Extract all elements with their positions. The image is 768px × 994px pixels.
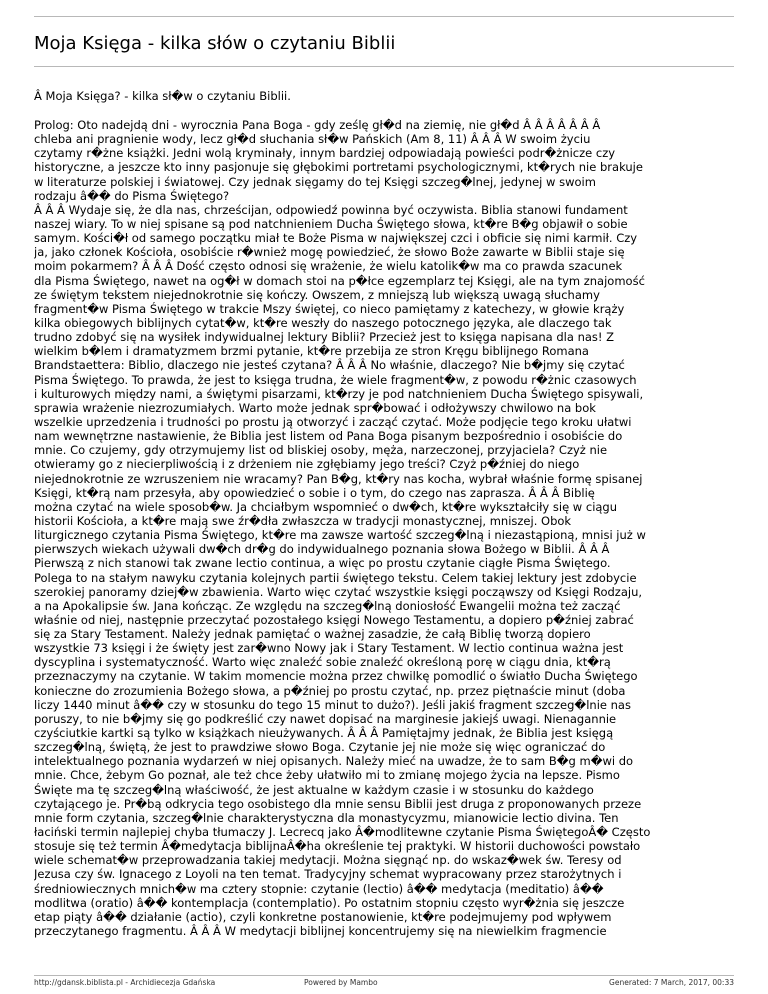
title-rule [34, 66, 734, 67]
article-line: chleba ani pragnienie wody, lecz gł�d słuchania sł�w Pańskich (Am 8, 11) Â Â Â W swoim życiu [34, 132, 591, 147]
article-line: wielkim b�lem i dramatyzmem brzmi pytanie, kt�re przebija ze stron Kręgu biblijnego Romana [34, 344, 589, 359]
article-line: dyscyplina i systematyczność. Warto więc znaleźć sobie znaleźć określoną porę w ciągu dnia, kt�rą [34, 655, 611, 670]
article-line: mnie. Co czujemy, gdy otrzymujemy list od bliskiej osoby, męża, narzeczonej, przyjaciela? Czyż nie [34, 443, 608, 458]
article-line: nam wewnętrzne nastawienie, że Biblia jest listem od Pana Boga pisanym bezpośrednio i osobiście do [34, 429, 623, 444]
article-line: fragment�w Pisma Świętego w trakcie Mszy świętej, co nieco pamiętamy z katechezy, w głowie krąży [34, 301, 625, 316]
article-line: wiele schemat�w przeprowadzania takiej medytacji. Można sięgnąć np. do wskaz�wek św. Teresy od [34, 853, 622, 868]
article-line: stosuje się też termin Â�medytacja biblijnaÂ�ha określenie tej praktyki. W historii duchowości powstało [34, 839, 641, 854]
page-title: Moja Księga - kilka słów o czytaniu Biblii [34, 33, 396, 54]
article-line: ja, jako członek Kościoła, osobiście r�wnież mogę powiedzieć, że słowo Boże zawarte w Biblii staje się [34, 245, 625, 260]
article-line: poruszy, to nie b�jmy się go podkreślić czy nawet dopisać na marginesie jakiejś uwagi. Nienagannie [34, 711, 617, 726]
article-line: samym. Kości�ł od samego początku miał te Boże Pisma w największej czci i obficie się nimi karmił. Czy [34, 231, 638, 246]
article-line: rodzaju â�� do Pisma Świętego? [34, 188, 230, 203]
article-line: wszelkie uprzedzenia i trudności po prostu ją otworzyć i zacząć czytać. Może podjęcie tego kroku ułatwi [34, 414, 632, 429]
article-line: łaciński termin najlepiej chyba tłumaczy J. Lecrecq jako Â�modlitewne czytanie Pisma ŚwiętegoÂ� Często [34, 825, 651, 840]
article-line: można czytać na wiele sposob�w. Ja chciałbym wspomnieć o dw�ch, kt�re wykształciły się w ciągu [34, 499, 618, 514]
article-line: Święte ma tę szczeg�lną właściwość, że jest aktualne w każdym czasie i w stosunku do każdego [34, 782, 594, 797]
article-line: niejednokrotnie ze wzruszeniem nie wracamy? Pan B�g, kt�ry nas kocha, wybrał właśnie formę spisanej [34, 471, 643, 486]
article-line: mnie form czytania, szczeg�lnie charakterystyczna dla monastycyzmu, mianowicie lectio divina. Ten [34, 810, 619, 825]
page-footer [34, 977, 734, 989]
article-line: średniowiecznych mnich�w ma cztery stopnie: czytanie (lectio) â�� medytacja (meditatio) â�� [34, 881, 604, 896]
article-line: kilka obiegowych biblijnych cytat�w, kt�re weszły do naszego potocznego języka, ale dlaczego tak [34, 315, 612, 330]
article-line: trudno zdobyć się na wysiłek indywidualnej lektury Biblii? Przecież jest to księga napisana dla nas! Z [34, 330, 615, 345]
article-line: szerokiej panoramy dziej�w zbawienia. Warto więc czytać wszystkie księgi począwszy od Księgi Rodzaju, [34, 584, 643, 599]
article-line: czytającego je. Pr�bą odkrycia tego osobistego dla mnie sensu Biblii jest druga z proponowanych przeze [34, 796, 642, 811]
article-line: pierwszych wiekach używali dw�ch dr�g do indywidualnego poznania słowa Bożego w Biblii. Â Â Â [34, 542, 610, 557]
article-line: wszystkie 73 księgi i że święty jest zar�wno Nowy jak i Stary Testament. W lectio continua ważna jest [34, 641, 624, 656]
article-line: modlitwa (oratio) â�� kontemplacja (contemplatio). Po ostatnim stopniu często wyr�żnia się jeszcze [34, 895, 625, 910]
article-line: naszej wiary. To w niej spisane są pod natchnieniem Ducha Świętego słowa, kt�re B�g objawił o sobie [34, 216, 628, 231]
article-line: właśnie od niej, następnie przeczytać pozostałego księgi Nowego Testamentu, a dopiero p�źniej zabrać [34, 612, 634, 627]
article-line: otwieramy go z niecierpliwością i z drżeniem nie zgłębiamy jego treści? Czyż p�źniej do niego [34, 457, 580, 472]
article-line: ze świętym tekstem niejednokrotnie się kończy. Owszem, z mniejszą lub większą uwagą słuchamy [34, 287, 600, 302]
article-line: Pisma Świętego. To prawda, że jest to księga trudna, że wiele fragment�w, z powodu r�żnic czasowych [34, 372, 637, 387]
footer-rule [34, 975, 734, 976]
article-line: mnie. Chce, żebym Go poznał, ale też chce żeby ułatwiło mi to zmianę mojego życia na lepsze. Pismo [34, 768, 620, 783]
article-line: konieczne do zrozumienia Bożego słowa, a p�źniej po prostu czytać, np. przez piętnaście minut (doba [34, 683, 626, 698]
article-line: Księgi, kt�rą nam przesyła, aby opowiedzieć o sobie i o tym, do czego nas zaprasza. Â Â Â Biblię [34, 485, 595, 500]
article-line: i kulturowych między nami, a świętymi pisarzami, kt�rzy je pod natchnieniem Ducha Świętego spisywali, [34, 386, 644, 401]
article-line: Â Â Â Wydaje się, że dla nas, chrześcijan, odpowiedź powinna być oczywista. Biblia stanowi fundament [34, 202, 628, 217]
article-line: dla Pisma Świętego, nawet na og�ł w domach stoi na p�łce egzemplarz tej Księgi, ale na tym znajomość [34, 273, 645, 288]
article-line: Jezusa czy św. Ignacego z Loyoli na ten temat. Tradycyjny schemat wypracowany przez starożytnych i [34, 867, 622, 882]
article-body [34, 118, 736, 938]
article-line: czytamy r�żne książki. Jedni wolą kryminały, innym bardziej odpowiadają powieści podr�żnicze czy [34, 146, 616, 161]
footer-powered-by: Powered by Mambo [304, 978, 378, 987]
article-line: Brandstaettera: Biblio, dlaczego nie jesteś czytana? Â Â Â No właśnie, dlaczego? Nie b�jmy się czytać [34, 358, 625, 373]
article-line: intelektualnego poznania wydarzeń w niej opisanych. Należy mieć na uwadze, że to sam B�g m�wi do [34, 754, 634, 769]
article-line: czyściutkie kartki są tylko w książkach nieużywanych. Â Â Â Pamiętajmy jednak, że Biblia jest księgą [34, 726, 614, 741]
article-line: przeznaczymy na czytanie. W takim momencie można przez chwilkę pomodlić o światło Ducha Świętego [34, 669, 638, 684]
top-rule [34, 16, 734, 17]
footer-generated-date: Generated: 7 March, 2017, 00:33 [609, 978, 734, 987]
footer-source-url: http://gdansk.biblista.pl - Archidiecezja Gdańska [34, 978, 216, 987]
article-line: Prolog: Oto nadejdą dni - wyrocznia Pana Boga - gdy ześlę gł�d na ziemię, nie gł�d Â Â Â Â Â Â Â [34, 118, 601, 132]
article-line: liturgicznego czytania Pisma Świętego, kt�re ma zawsze wartość szczeg�lną i niezastąpioną, mnisi już w [34, 528, 646, 543]
article-line: szczeg�lną, świętą, że jest to prawdziwe słowo Boga. Czytanie jej nie może się więc ograniczać do [34, 740, 606, 755]
article-line: przeczytanego fragmentu. Â Â Â W medytacji biblijnej koncentrujemy się na niewielkim fragmencie [34, 924, 607, 939]
article-line: liczy 1440 minut â�� czy w stosunku do tego 15 minut to dużo?). Jeśli jakiś fragment szczeg�lnie nas [34, 697, 631, 712]
article-line: sprawia wrażenie niezrozumiałych. Warto może jednak spr�bować i odłożywszy chwilowo na bok [34, 400, 596, 415]
article-subtitle: Â Moja Księga? - kilka sł�w o czytaniu Biblii. [34, 89, 291, 103]
article-line: etap piąty â�� działanie (actio), czyli konkretne postanowienie, kt�re podejmujemy pod wpływem [34, 909, 612, 924]
article-line: a na Apokalipsie św. Jana kończąc. Ze względu na szczeg�lną doniosłość Ewangelii można też zacząć [34, 598, 621, 613]
article-line: historyczne, a jeszcze kto inny pasjonuje się głębokimi portretami psychologicznymi, kt�rych nie brakuje [34, 160, 643, 175]
article-line: Pierwszą z nich stanowi tak zwane lectio continua, a więc po prostu czytanie ciągłe Pisma Świętego. [34, 556, 611, 571]
article-line: moim pokarmem? Â Â Â Dość często odnosi się wrażenie, że wielu katolik�w ma co prawda szacunek [34, 259, 623, 274]
article-line: historii Kościoła, a kt�re mają swe źr�dła zwłaszcza w tradycji monastycznej, mniszej. Obok [34, 513, 572, 528]
article-line: Polega to na stałym nawyku czytania kolejnych partii świętego tekstu. Celem takiej lektury jest zdobycie [34, 570, 637, 585]
article-line: się za Stary Testament. Należy jednak pamiętać o ważnej zasadzie, że całą Biblię tworzą dopiero [34, 627, 591, 642]
article-line: w literaturze polskiej i światowej. Czy jednak sięgamy do tej Księgi szczeg�lnej, jedynej w swoim [34, 174, 596, 189]
